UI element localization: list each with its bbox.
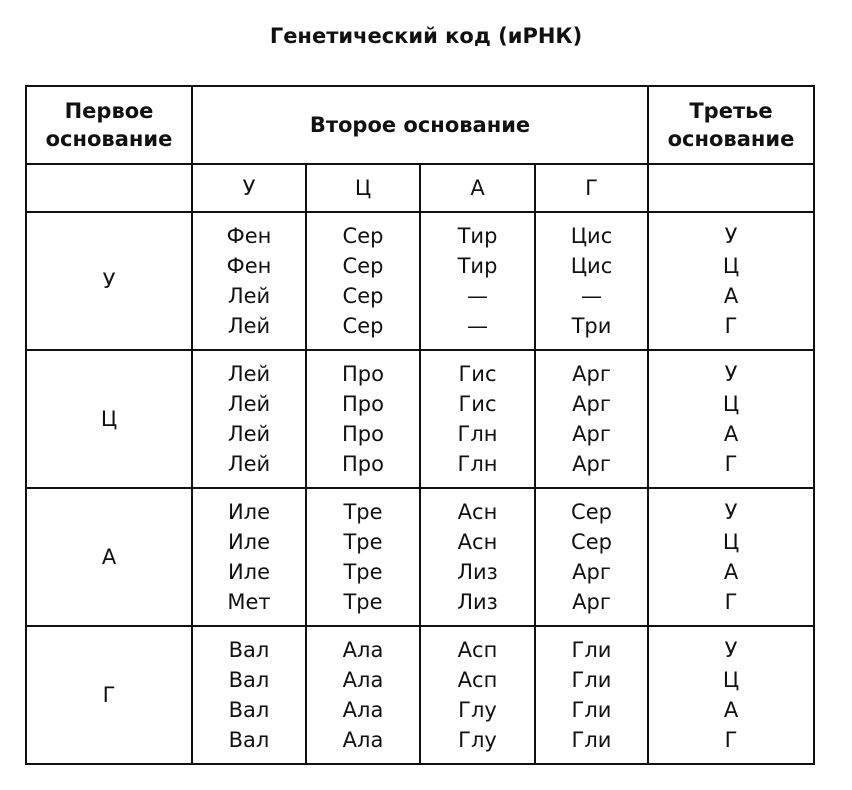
codon-value: Сер — [571, 500, 612, 524]
first-base-cell: Г — [26, 626, 192, 764]
amino-acid-cell — [535, 488, 648, 626]
codon-value: Гли — [571, 638, 612, 662]
table-row — [26, 212, 814, 350]
codon-value: Г — [724, 590, 738, 614]
second-base-g: Г — [535, 164, 648, 212]
amino-acid-cell — [192, 626, 306, 764]
first-base-cell: У — [26, 212, 192, 350]
codon-value: Ц — [722, 668, 740, 692]
second-base-a: А — [420, 164, 535, 212]
codon-value: — — [581, 284, 602, 308]
first-base-cell: Ц — [26, 350, 192, 488]
table-row — [26, 350, 814, 488]
codon-value: У — [724, 224, 738, 248]
codon-value: Гли — [571, 698, 612, 722]
codon-value: Арг — [572, 590, 611, 614]
codon-value: Гис — [458, 362, 497, 386]
third-base-cell — [648, 488, 814, 626]
codon-value: Глу — [458, 698, 497, 722]
codon-value: Тре — [343, 530, 383, 554]
amino-acid-cell — [535, 212, 648, 350]
codon-value: — — [467, 284, 488, 308]
codon-value: Асп — [457, 668, 498, 692]
codon-value: Тре — [343, 500, 383, 524]
codon-value: Сер — [571, 530, 612, 554]
codon-value: Сер — [342, 284, 384, 308]
codon-value: Гли — [571, 728, 612, 752]
codon-value: Вал — [228, 668, 270, 692]
amino-acid-cell — [306, 626, 420, 764]
codon-value: Вал — [228, 638, 270, 662]
table-row — [26, 488, 814, 626]
codon-value: Про — [342, 452, 384, 476]
amino-acid-cell — [420, 626, 535, 764]
codon-value: Ц — [722, 392, 740, 416]
amino-acid-cell — [192, 350, 306, 488]
amino-acid-cell — [306, 212, 420, 350]
third-base-cell — [648, 212, 814, 350]
header-third-line2: основание — [667, 127, 795, 151]
codon-value: Арг — [572, 422, 611, 446]
header-third-base — [648, 86, 814, 164]
codon-value: Вал — [228, 728, 270, 752]
amino-acid-cell — [420, 488, 535, 626]
header-first-line1: Первое — [64, 99, 154, 123]
amino-acid-cell — [306, 350, 420, 488]
codon-value: Глн — [457, 452, 498, 476]
codon-value: Про — [342, 362, 384, 386]
amino-acid-cell — [420, 212, 535, 350]
codon-value: Г — [724, 452, 738, 476]
codon-value: Цис — [570, 254, 613, 278]
codon-value: Тре — [343, 560, 383, 584]
codon-value: Лиз — [457, 590, 498, 614]
codon-value: Лей — [227, 452, 271, 476]
codon-value: А — [723, 698, 739, 722]
codon-value: Ала — [342, 668, 384, 692]
codon-value: Арг — [572, 392, 611, 416]
amino-acid-cell — [192, 212, 306, 350]
codon-value: Мет — [227, 590, 271, 614]
codon-value: Арг — [572, 560, 611, 584]
codon-value: Ала — [342, 698, 384, 722]
amino-acid-cell — [535, 350, 648, 488]
codon-value: У — [724, 500, 738, 524]
amino-acid-cell — [420, 350, 535, 488]
genetic-code-table — [25, 85, 815, 765]
header-first-base — [26, 86, 192, 164]
empty-cell — [648, 164, 814, 212]
codon-value: Лей — [227, 284, 271, 308]
codon-value: Иле — [227, 530, 271, 554]
codon-value: Глу — [458, 728, 497, 752]
codon-value: У — [724, 362, 738, 386]
first-base-cell: А — [26, 488, 192, 626]
amino-acid-cell — [535, 626, 648, 764]
codon-value: Г — [724, 728, 738, 752]
page-title: Генетический код (иРНК) — [269, 24, 583, 48]
amino-acid-cell — [306, 488, 420, 626]
third-base-cell — [648, 350, 814, 488]
codon-value: Тре — [343, 590, 383, 614]
amino-acid-cell — [192, 488, 306, 626]
header-first-line2: основание — [45, 127, 173, 151]
codon-value: Фен — [226, 254, 272, 278]
codon-value: Лей — [227, 392, 271, 416]
codon-value: Г — [724, 314, 738, 338]
codon-value: А — [723, 284, 739, 308]
codon-value: Лей — [227, 314, 271, 338]
codon-value: Ц — [722, 530, 740, 554]
codon-value: Иле — [227, 500, 271, 524]
codon-value: Асп — [457, 638, 498, 662]
codon-value: Гли — [571, 668, 612, 692]
codon-value: А — [723, 422, 739, 446]
codon-value: Асн — [457, 500, 498, 524]
codon-value: Лиз — [457, 560, 498, 584]
codon-value: Лей — [227, 422, 271, 446]
second-base-c: Ц — [306, 164, 420, 212]
codon-value: Лей — [227, 362, 271, 386]
codon-value: Тир — [457, 254, 498, 278]
codon-value: Вал — [228, 698, 270, 722]
codon-value: Сер — [342, 254, 384, 278]
table-row — [26, 626, 814, 764]
codon-value: Сер — [342, 314, 384, 338]
codon-value: Гис — [458, 392, 497, 416]
header-third-line1: Третье — [689, 99, 773, 123]
codon-value: Иле — [227, 560, 271, 584]
codon-value: Глн — [457, 422, 498, 446]
codon-value: Арг — [572, 452, 611, 476]
codon-value: Тир — [457, 224, 498, 248]
codon-value: — — [467, 314, 488, 338]
codon-value: Ц — [722, 254, 740, 278]
codon-value: Фен — [226, 224, 272, 248]
codon-value: Ала — [342, 728, 384, 752]
second-base-u: У — [192, 164, 306, 212]
codon-value: Ала — [342, 638, 384, 662]
third-base-cell — [648, 626, 814, 764]
codon-value: Арг — [572, 362, 611, 386]
codon-value: Про — [342, 392, 384, 416]
codon-value: Цис — [570, 224, 613, 248]
codon-value: Про — [342, 422, 384, 446]
codon-value: Асн — [457, 530, 498, 554]
empty-cell — [26, 164, 192, 212]
codon-value: Сер — [342, 224, 384, 248]
header-second-base: Второе основание — [192, 86, 648, 164]
codon-value: Три — [571, 314, 612, 338]
codon-value: У — [724, 638, 738, 662]
codon-value: А — [723, 560, 739, 584]
